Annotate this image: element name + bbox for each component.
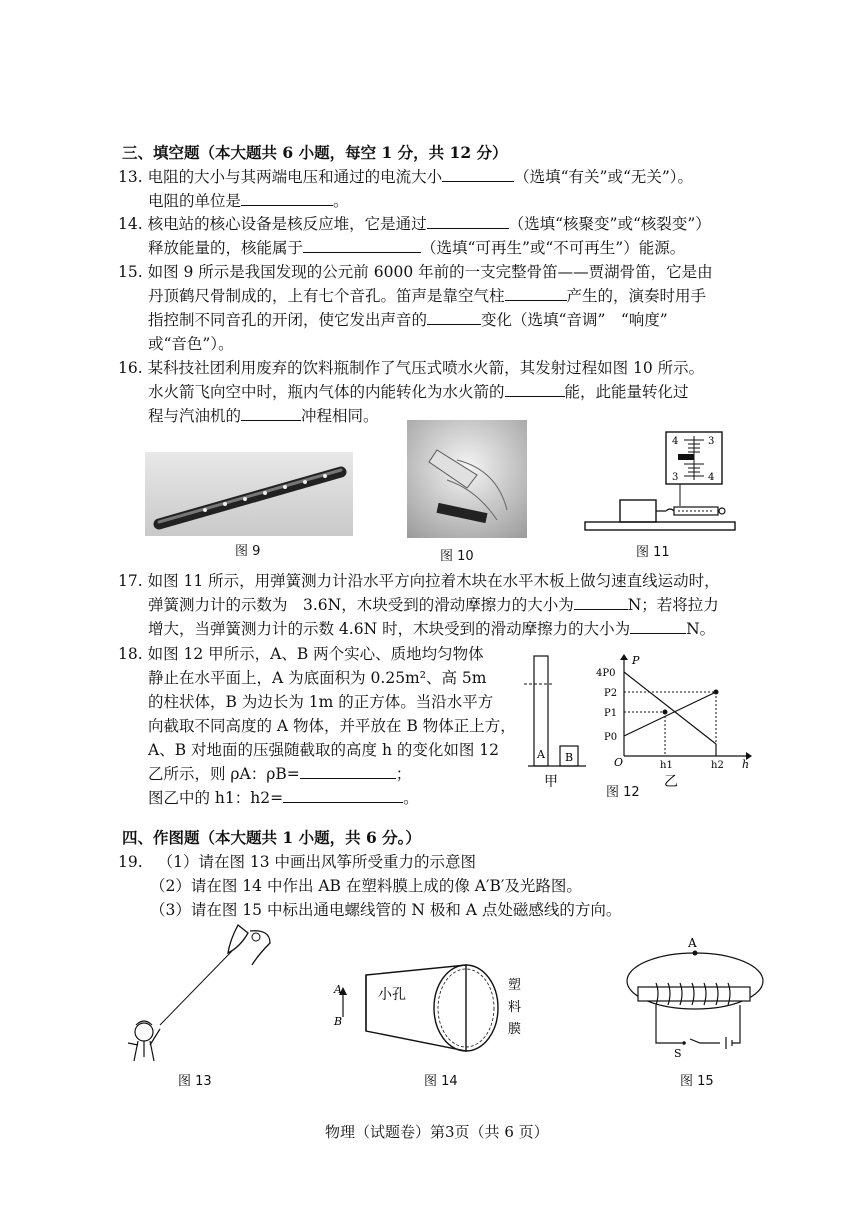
question-19-line-1 bbox=[118, 852, 476, 872]
question-18-text-a: 如图 12 甲所示，A、B 两个实心、质地均匀物体 bbox=[147, 645, 484, 663]
question-13-line-1 bbox=[118, 167, 693, 187]
question-17-number: 17. bbox=[118, 572, 143, 590]
cup-body bbox=[366, 965, 466, 1051]
wooden-block bbox=[620, 500, 656, 522]
question-14-line-1 bbox=[118, 214, 711, 234]
figure-14-caption: 图 14 bbox=[424, 1074, 458, 1089]
question-17-line-2 bbox=[148, 595, 719, 615]
question-15-text-a: 如图 9 所示是我国发现的公元前 6000 年前的一支完整骨笛——贾湖骨笛，它是由 bbox=[147, 263, 713, 281]
question-14-line-2 bbox=[148, 238, 685, 258]
question-17-line-3 bbox=[148, 619, 715, 639]
x-label-h2: h2 bbox=[711, 760, 724, 771]
question-16-text-c: 能，此能量转化过 bbox=[564, 383, 689, 401]
water-rocket-icon bbox=[407, 420, 527, 538]
question-18-text-h: 图乙中的 h1：h2= bbox=[148, 789, 284, 807]
question-17-text-c: N；若将拉力 bbox=[627, 596, 719, 614]
question-18-line-6 bbox=[148, 764, 411, 784]
answer-blank[interactable] bbox=[505, 382, 565, 397]
question-18-line-3: 的柱状体，B 为边长为 1m 的正方体。当沿水平方 bbox=[148, 693, 494, 711]
question-18-text-g: ； bbox=[395, 765, 412, 783]
question-16-text-a: 某科技社团利用废弃的饮料瓶制作了气压式喷水火箭，其发射过程如图 10 所示。 bbox=[147, 359, 705, 377]
figure-13-caption: 图 13 bbox=[178, 1074, 212, 1089]
question-17-text-d: 增大，当弹簧测力计的示数 4.6N 时，木块受到的滑动摩擦力的大小为 bbox=[148, 620, 631, 638]
object-a-label: A bbox=[537, 748, 545, 761]
question-13-line-2 bbox=[148, 191, 349, 211]
figure-10-caption: 图 10 bbox=[440, 549, 474, 564]
question-13-text-c: 电阻的单位是 bbox=[148, 192, 242, 210]
question-16-line-3 bbox=[148, 406, 379, 426]
figure-11-caption: 图 11 bbox=[636, 545, 670, 560]
question-18-line-1 bbox=[118, 644, 484, 664]
figure-10-water-rocket-photo bbox=[407, 420, 527, 538]
figure-9-caption: 图 9 bbox=[235, 544, 261, 559]
question-14-text-d: （选填“可再生”或“不可再生”）能源。 bbox=[421, 239, 686, 257]
question-15-line-4 bbox=[148, 334, 234, 354]
question-18-line-7 bbox=[148, 788, 419, 808]
answer-blank[interactable] bbox=[427, 214, 509, 229]
answer-blank[interactable] bbox=[630, 619, 686, 634]
answer-blank[interactable] bbox=[300, 764, 396, 779]
line-b bbox=[624, 692, 716, 736]
kite-icon bbox=[228, 925, 248, 953]
scale-label: 4 bbox=[672, 436, 679, 447]
origin-label: O bbox=[614, 756, 624, 769]
question-16-line-2 bbox=[148, 382, 689, 402]
answer-blank[interactable] bbox=[505, 286, 567, 301]
point-b-label: B bbox=[334, 1015, 343, 1028]
scale-label: 3 bbox=[708, 436, 715, 447]
circuit-wire bbox=[656, 1005, 740, 1049]
figure-12-jia-label: 甲 bbox=[544, 774, 558, 790]
question-14-text-c: 释放能量的，核能属于 bbox=[148, 239, 304, 257]
page-footer: 物理（试题卷）第3页（共 6 页） bbox=[325, 1123, 549, 1141]
question-15-line-3 bbox=[148, 310, 668, 330]
question-16-number: 16. bbox=[118, 359, 143, 377]
answer-blank[interactable] bbox=[574, 595, 628, 610]
point-a-label: A bbox=[334, 983, 342, 996]
y-label-p1: P1 bbox=[604, 708, 618, 719]
question-17-text-b: 弹簧测力计的示数为 3.6N，木块受到的滑动摩擦力的大小为 bbox=[148, 596, 574, 614]
question-18-text-i: 。 bbox=[403, 789, 419, 807]
question-15-text-d: 指控制不同音孔的开闭，使它发出声音的 bbox=[148, 311, 428, 329]
question-15-text-c: 产生的，演奏时用手 bbox=[566, 287, 707, 305]
answer-blank[interactable] bbox=[241, 406, 301, 421]
y-label-p0: P0 bbox=[604, 732, 618, 743]
figure-12-diagram bbox=[520, 650, 760, 800]
question-13-text-b: （选填“有关”或“无关”）。 bbox=[514, 168, 694, 186]
question-16-text-b: 水火箭飞向空中时，瓶内气体的内能转化为水火箭的 bbox=[148, 383, 505, 401]
scale-label: 3 bbox=[672, 472, 679, 483]
question-16-text-d: 程与汽油机的 bbox=[148, 407, 242, 425]
question-18-text-f: 乙所示，则 ρA：ρB= bbox=[148, 765, 300, 783]
question-15-line-1 bbox=[118, 262, 713, 282]
question-18-number: 18. bbox=[118, 645, 143, 663]
figure-9-bone-flute-photo bbox=[145, 452, 353, 536]
object-b-label: B bbox=[565, 751, 574, 764]
answer-blank[interactable] bbox=[442, 167, 514, 182]
answer-blank[interactable] bbox=[303, 238, 421, 253]
answer-blank[interactable] bbox=[427, 310, 481, 325]
question-14-text-b: （选填“核聚变”或“核裂变”） bbox=[508, 215, 711, 233]
question-14-number: 14. bbox=[118, 215, 143, 233]
point-a-label: A bbox=[688, 936, 697, 950]
bone-flute-icon bbox=[145, 452, 353, 536]
question-13-text-d: 。 bbox=[333, 192, 349, 210]
h-axis-label: h bbox=[742, 758, 750, 771]
question-16-line-1 bbox=[118, 358, 704, 378]
film-label-2: 料 bbox=[508, 1000, 522, 1015]
child-icon bbox=[128, 1021, 160, 1061]
question-19-part-2: （2）请在图 14 中作出 AB 在塑料膜上成的像 A′B′及光路图。 bbox=[150, 877, 582, 895]
question-17-text-e: N。 bbox=[686, 620, 716, 638]
y-label-p2: P2 bbox=[604, 688, 618, 699]
section-4-title: 四、作图题（本大题共 1 小题，共 6 分。） bbox=[122, 828, 421, 847]
figure-14-diagram bbox=[326, 955, 556, 1065]
question-13-text-a: 电阻的大小与其两端电压和通过的电流大小 bbox=[147, 168, 443, 186]
question-18-line-2: 静止在水平面上，A 为底面积为 0.25m²、高 5m bbox=[148, 669, 487, 687]
pinhole-label: 小孔 bbox=[378, 987, 406, 1003]
question-18-line-4: 向截取不同高度的 A 物体，并平放在 B 物体正上方， bbox=[148, 717, 516, 735]
film-label-3: 膜 bbox=[508, 1022, 522, 1037]
question-15-line-2 bbox=[148, 286, 706, 306]
question-19-number: 19. bbox=[118, 853, 143, 871]
question-15-text-b: 丹顶鹤尺骨制成的，上有七个音孔。笛声是靠空气柱 bbox=[148, 287, 505, 305]
x-label-h1: h1 bbox=[660, 760, 673, 771]
answer-blank[interactable] bbox=[283, 788, 403, 803]
section-3-title: 三、填空题（本大题共 6 小题，每空 1 分，共 12 分） bbox=[122, 143, 508, 162]
figure-15-caption: 图 15 bbox=[680, 1074, 714, 1089]
scale-label: 4 bbox=[708, 472, 715, 483]
question-13-number: 13. bbox=[118, 168, 143, 186]
film-label-1: 塑 bbox=[508, 978, 522, 993]
kite-string bbox=[160, 951, 232, 1025]
figure-12-caption: 图 12 bbox=[606, 785, 640, 800]
figure-11-diagram bbox=[580, 424, 740, 540]
figure-13-diagram bbox=[120, 915, 300, 1075]
question-17-line-1 bbox=[118, 571, 720, 591]
question-15-text-f: 或“音色”）。 bbox=[148, 335, 234, 353]
question-16-text-e: 冲程相同。 bbox=[301, 407, 379, 425]
question-19-part-1: （1）请在图 13 中画出风筝所受重力的示意图 bbox=[157, 853, 477, 871]
wooden-board bbox=[585, 522, 735, 530]
question-15-number: 15. bbox=[118, 263, 143, 281]
answer-blank[interactable] bbox=[241, 191, 333, 206]
question-17-text-a: 如图 11 所示，用弹簧测力计沿水平方向拉着木块在水平木板上做匀速直线运动时， bbox=[147, 572, 720, 590]
y-label-4p0: 4P0 bbox=[596, 668, 616, 679]
figure-12-yi-label: 乙 bbox=[664, 774, 678, 790]
question-18-line-5: A、B 对地面的压强随截取的高度 h 的变化如图 12 bbox=[148, 741, 499, 759]
p-axis-label: P bbox=[632, 654, 640, 667]
figure-15-diagram bbox=[620, 935, 770, 1060]
question-15-text-e: 变化（选填“音调” “响度” bbox=[481, 311, 668, 329]
switch-label: S bbox=[674, 1047, 682, 1060]
question-19-part-3: （3）请在图 15 中标出通电螺线管的 N 极和 A 点处磁感线的方向。 bbox=[150, 901, 622, 919]
point-a-dot bbox=[693, 951, 698, 956]
question-14-text-a: 核电站的核心设备是核反应堆，它是通过 bbox=[147, 215, 427, 233]
line-a bbox=[624, 672, 716, 744]
